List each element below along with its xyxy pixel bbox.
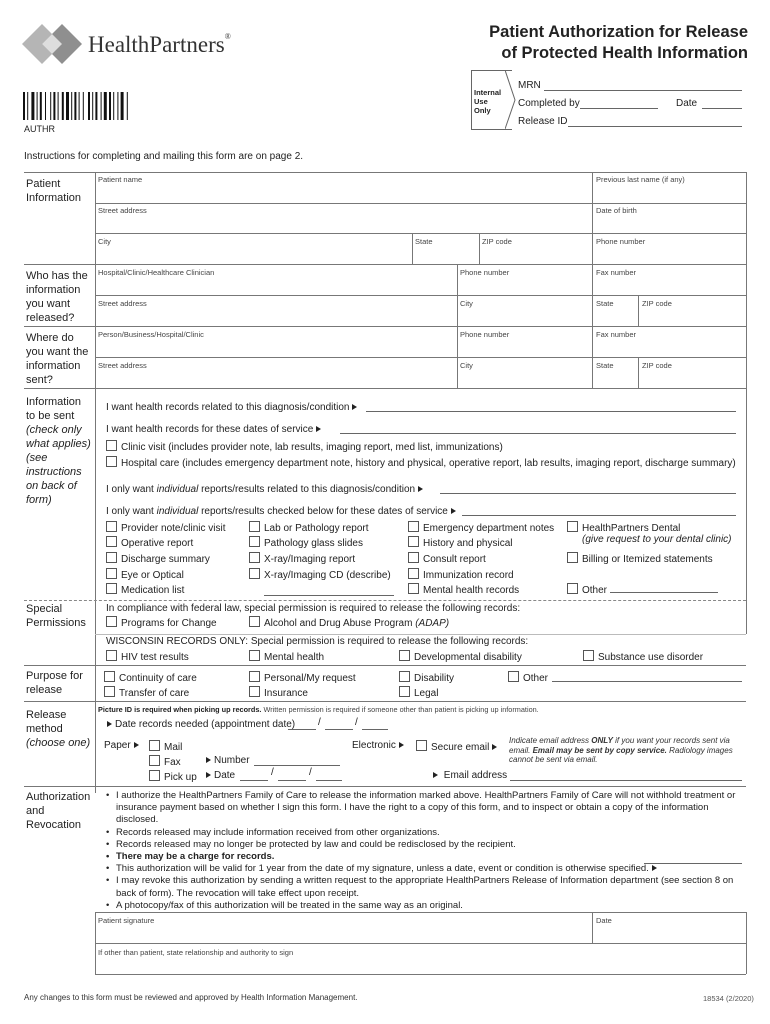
pickup-checkbox[interactable]: Pick up <box>149 770 197 783</box>
dates-of-service-label: I want health records for these dates of service <box>106 424 324 435</box>
date-slash: / <box>318 717 321 728</box>
authorization-terms <box>116 790 744 912</box>
purpose-other-field[interactable] <box>552 681 742 682</box>
internal-use-arrow-icon <box>505 70 517 130</box>
picture-id-note: Picture ID is required when picking up records. Written permission is required if someone other than patient is picking up information. <box>98 705 539 714</box>
arrow-right-icon <box>418 486 423 492</box>
adap-checkbox[interactable]: Alcohol and Drug Abuse Program (ADAP) <box>249 616 449 629</box>
xray-cd-describe-field[interactable] <box>264 595 394 596</box>
diagnosis-field[interactable] <box>366 411 736 412</box>
email-address-label: Email address <box>430 770 507 781</box>
where-street-field[interactable]: Street address <box>98 361 147 370</box>
transfer-of-care-checkbox[interactable]: Transfer of care <box>104 686 189 699</box>
other-records-checkbox[interactable]: Other <box>567 583 607 596</box>
who-has-zip-field[interactable]: ZIP code <box>642 299 672 308</box>
healthpartners-logo-icon <box>22 24 84 64</box>
date-needed-day[interactable] <box>325 729 353 730</box>
auth-bullet-2: • Records released may include information received from other organizations. <box>116 827 744 839</box>
pickup-date-label: Date <box>203 770 235 781</box>
form-title: Patient Authorization for Release of Protected Health Information <box>489 23 748 62</box>
arrow-right-icon <box>206 772 211 778</box>
xray-cd-checkbox[interactable]: X-ray/Imaging CD (describe) <box>249 568 391 581</box>
secure-email-checkbox[interactable]: Secure email <box>416 740 500 753</box>
where-city-field[interactable]: City <box>460 361 473 370</box>
electronic-label: Electronic <box>352 740 407 751</box>
wisconsin-note: WISCONSIN RECORDS ONLY: Special permission is required to release the following records: <box>106 636 529 647</box>
consult-report-checkbox[interactable]: Consult report <box>408 552 486 565</box>
release-id-label: Release ID <box>518 116 568 127</box>
emergency-notes-checkbox[interactable]: Emergency department notes <box>408 521 554 534</box>
legal-checkbox[interactable]: Legal <box>399 686 438 699</box>
hp-dental-checkbox[interactable]: HealthPartners Dental <box>567 521 680 534</box>
date-slash: / <box>355 717 358 728</box>
pathology-slides-checkbox[interactable]: Pathology glass slides <box>249 536 363 549</box>
insurance-checkbox[interactable]: Insurance <box>249 686 308 699</box>
only-dates-label: I only want individual reports/results checked below for these dates of service <box>106 506 459 517</box>
purpose-other-checkbox[interactable]: Other <box>508 671 548 684</box>
arrow-right-icon <box>316 426 321 432</box>
date-of-birth-field[interactable]: Date of birth <box>596 206 637 215</box>
info-heading: Information to be sent <box>26 396 82 422</box>
date-needed-year[interactable] <box>362 729 388 730</box>
authorization-heading: Authorization and Revocation <box>26 791 91 831</box>
federal-law-note: In compliance with federal law, special permission is required to release the following records: <box>106 603 521 614</box>
diagnosis-label: I want health records related to this diagnosis/condition <box>106 402 360 413</box>
auth-bullet-3: • Records released may no longer be protected by law and could be redisclosed by the recipient. <box>116 839 744 851</box>
form-code: AUTHR <box>24 124 55 134</box>
eye-optical-checkbox[interactable]: Eye or Optical <box>106 568 184 581</box>
who-has-state-field[interactable]: State <box>596 299 614 308</box>
clinic-visit-checkbox[interactable]: Clinic visit (includes provider note, lab results, imaging report, med list, immunizations) <box>106 440 503 453</box>
form-number: 18534 (2/2020) <box>703 994 754 1003</box>
fax-number-label: Number <box>203 755 250 766</box>
auth-bullet-6: • I may revoke this authorization by sending a written request to the appropriate HealthPartners Release of Information department (see section 8 on back of form). The revocation will take effect upon receipt. <box>116 875 744 899</box>
date-slash: / <box>309 767 312 778</box>
mail-checkbox[interactable]: Mail <box>149 740 182 753</box>
purpose-heading: Purpose for release <box>26 670 83 696</box>
provider-note-checkbox[interactable]: Provider note/clinic visit <box>106 521 225 534</box>
paper-label: Paper <box>104 740 142 751</box>
release-method-sub: (choose one) <box>26 737 91 749</box>
where-heading: Where do you want the information sent? <box>26 332 89 386</box>
patient-street-field[interactable]: Street address <box>98 206 147 215</box>
date-needed-label: Date records needed (appointment date) <box>104 719 295 730</box>
who-has-phone-field[interactable]: Phone number <box>460 268 510 277</box>
hp-dental-note: (give request to your dental clinic) <box>582 534 732 545</box>
hiv-results-checkbox[interactable]: HIV test results <box>106 650 189 663</box>
where-phone-field[interactable]: Phone number <box>460 330 510 339</box>
operative-report-checkbox[interactable]: Operative report <box>106 536 193 549</box>
email-note: Indicate email address ONLY if you want your records sent via email. Email may be sent by copy service. Radiology images cannot be sent via email. <box>509 736 733 764</box>
pickup-date-month[interactable] <box>240 780 268 781</box>
mrn-label: MRN <box>518 80 541 91</box>
who-has-fax-field[interactable]: Fax number <box>596 268 637 277</box>
lab-pathology-checkbox[interactable]: Lab or Pathology report <box>249 521 369 534</box>
info-subheading: (check only what applies) (see instructions on back of form) <box>26 424 91 506</box>
arrow-right-icon <box>352 404 357 410</box>
only-dates-field[interactable] <box>462 515 736 516</box>
brand-name: HealthPartners® <box>88 32 231 57</box>
who-has-org-field[interactable]: Hospital/Clinic/Healthcare Clinician <box>98 268 215 277</box>
validity-condition-field[interactable] <box>644 863 742 864</box>
previous-last-name-field[interactable]: Previous last name (if any) <box>596 175 685 184</box>
arrow-right-icon <box>451 508 456 514</box>
patient-signature-field[interactable]: Patient signature <box>98 916 155 925</box>
arrow-right-icon <box>652 865 657 871</box>
pickup-date-day[interactable] <box>278 780 306 781</box>
auth-bullet-1: • I authorize the HealthPartners Family of Care to release the information marked above. HealthPartners Family of Care will not withhold treatment or insurance payment based on whether I sign this form. I have the right to a copy of this form, and to inspect or obtain a copy of the information disclosed. <box>116 790 744 827</box>
mental-health-records-checkbox[interactable]: Mental health records <box>408 583 519 596</box>
header-date-field[interactable] <box>702 108 742 109</box>
instructions-note: Instructions for completing and mailing this form are on page 2. <box>24 151 304 162</box>
release-method-heading: Release method <box>26 709 67 735</box>
arrow-right-icon <box>206 757 211 763</box>
date-needed-month[interactable] <box>288 729 316 730</box>
fax-checkbox[interactable]: Fax <box>149 755 181 768</box>
arrow-right-icon <box>107 721 112 727</box>
who-has-heading: Who has the information you want released? <box>26 270 88 324</box>
barcode-icon <box>23 92 163 122</box>
personal-request-checkbox[interactable]: Personal/My request <box>249 671 356 684</box>
continuity-of-care-checkbox[interactable]: Continuity of care <box>104 671 197 684</box>
fax-number-field[interactable] <box>254 765 340 766</box>
where-org-field[interactable]: Person/Business/Hospital/Clinic <box>98 330 204 339</box>
only-diagnosis-field[interactable] <box>440 493 736 494</box>
xray-report-checkbox[interactable]: X-ray/Imaging report <box>249 552 355 565</box>
mrn-field[interactable] <box>544 90 742 91</box>
immunization-record-checkbox[interactable]: Immunization record <box>408 568 514 581</box>
internal-use-label: Internal Use Only <box>474 88 502 115</box>
auth-bullet-5: • This authorization will be valid for 1 year from the date of my signature, unless a date, event or condition is otherwise specified. <box>116 863 744 875</box>
completed-by-field[interactable] <box>580 108 658 109</box>
patient-state-field[interactable]: State <box>415 237 433 246</box>
who-has-city-field[interactable]: City <box>460 299 473 308</box>
arrow-right-icon <box>134 742 139 748</box>
billing-checkbox[interactable]: Billing or Itemized statements <box>567 552 713 565</box>
arrow-right-icon <box>399 742 404 748</box>
arrow-right-icon <box>492 744 497 750</box>
date-slash: / <box>271 767 274 778</box>
release-id-field[interactable] <box>568 126 742 127</box>
patient-city-field[interactable]: City <box>98 237 111 246</box>
developmental-disability-checkbox[interactable]: Developmental disability <box>399 650 522 663</box>
pickup-date-year[interactable] <box>316 780 342 781</box>
discharge-summary-checkbox[interactable]: Discharge summary <box>106 552 210 565</box>
programs-for-change-checkbox[interactable]: Programs for Change <box>106 616 217 629</box>
wi-mental-health-checkbox[interactable]: Mental health <box>249 650 324 663</box>
email-address-field[interactable] <box>510 780 742 781</box>
patient-zip-field[interactable]: ZIP code <box>482 237 512 246</box>
arrow-right-icon <box>433 772 438 778</box>
relationship-authority-field[interactable]: If other than patient, state relationship and authority to sign <box>98 948 294 957</box>
where-fax-field[interactable]: Fax number <box>596 330 637 339</box>
completed-by-label: Completed by <box>518 98 580 109</box>
substance-use-checkbox[interactable]: Substance use disorder <box>583 650 703 663</box>
special-permissions-heading: Special Permissions <box>26 603 86 629</box>
other-records-field[interactable] <box>610 592 718 593</box>
where-zip-field[interactable]: ZIP code <box>642 361 672 370</box>
auth-bullet-4: • There may be a charge for records. <box>116 851 744 863</box>
auth-bullet-7: • A photocopy/fax of this authorization will be treated in the same way as an original. <box>116 900 744 912</box>
patient-info-heading: Patient Information <box>26 178 82 204</box>
dates-of-service-field[interactable] <box>340 433 736 434</box>
patient-phone-field[interactable]: Phone number <box>596 237 646 246</box>
where-state-field[interactable]: State <box>596 361 614 370</box>
medication-list-checkbox[interactable]: Medication list <box>106 583 184 596</box>
history-physical-checkbox[interactable]: History and physical <box>408 536 512 549</box>
hospital-care-checkbox[interactable]: Hospital care (includes emergency department note, history and physical, operative report, lab results, imaging report, discharge summary) <box>106 456 736 469</box>
signature-date-field[interactable]: Date <box>596 916 612 925</box>
disability-checkbox[interactable]: Disability <box>399 671 454 684</box>
only-diagnosis-label: I only want individual reports/results related to this diagnosis/condition <box>106 484 426 495</box>
header-date-label: Date <box>676 98 698 109</box>
who-has-street-field[interactable]: Street address <box>98 299 147 308</box>
patient-name-field[interactable]: Patient name <box>98 175 143 184</box>
footer-note: Any changes to this form must be reviewed and approved by Health Information Management. <box>24 993 358 1002</box>
